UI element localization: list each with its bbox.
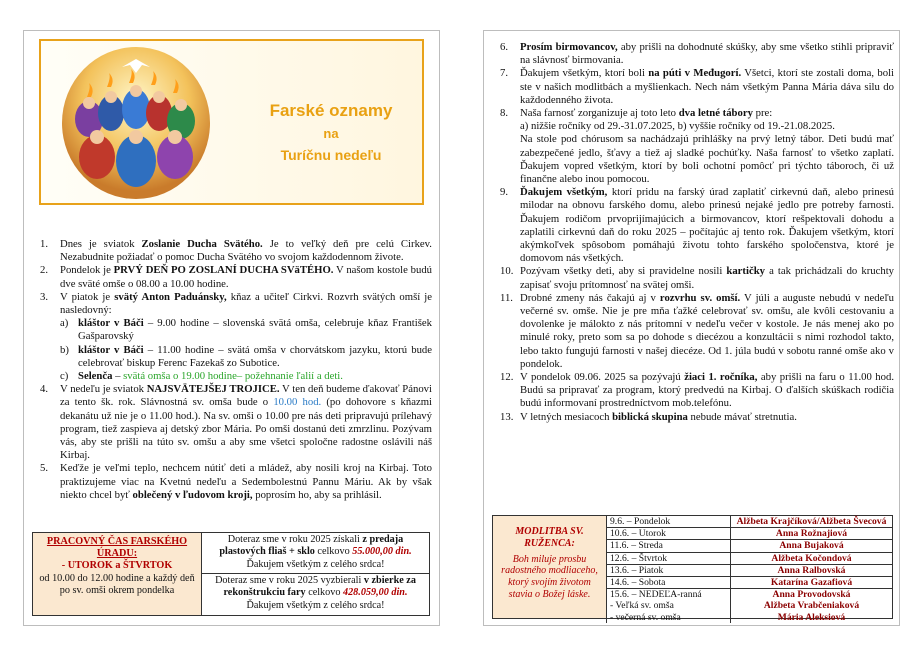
item-number: 3. [40,290,49,303]
pentecost-illustration [47,45,225,201]
rosary-name: Katarína Gazafiová [770,577,853,589]
rosary-row [606,577,892,589]
item-text: V letných mesiacoch biblická skupina nebude mávať stretnutia. [520,410,797,423]
item-text: Drobné zmeny nás čakajú aj v rozvrhu sv. omší. V júli a auguste nebudú v nedeľu večerné sv. omše. Nie je pre mňa ťažké celebrovať sv. omšu, ale kvôli cestovaniu a dovolenke je málokto z nás prítomní v nedeľu večer v kostole. Je nás menej ako po minulé roky, preto som sa po dohode s diecézou a konzultácii s nimi rozhodol takto, lebo takto fungujú farnosti v našej diecéze. Od 1. júla budú v sobotu ranné omše ako v pondelok. [520,291,895,370]
item-number: 12. [500,371,514,384]
rosary-name: Alžbeta Kočondová [771,552,852,564]
item-text: V nedeľu je sviatok NAJSVÄTEJŠEJ TROJICE. V ten deň budeme ďakovať Pánovi za tento šk. rok. Slávnostná sv. omša bude o 10.00 hod. (po dohovore s kňazmi dekanátu už nie je o 11.00 hod.). Na sv. omši o 10.00 pre nás deti pripravujú prílehavý program, tiež zaspieva aj detský zbor Mária. Po omši dostanú deti zmrzlinu. Pozývam vás, aby ste prišli na túto sv. omšu a aby sme všetci spoločne radostne oslávili náš Kirbaj. [60,383,433,462]
sub-item-letter: a) [60,317,69,330]
rosary-row [606,516,892,528]
office-hours-days: - UTOROK a ŠTVRTOK [61,560,173,572]
item-text: Pondelok je PRVÝ DEŇ PO ZOSLANÍ DUCHA SVäTÉHO. V našom kostole budú dve sväté omše o 08.00 a 10.00 hodine. [60,264,433,290]
rosary-row [606,528,892,540]
announcement-item [34,383,432,462]
item-text: Naša farnosť zorganizuje aj toto leto dva letné tábory pre: a) nižšie ročníky od 29.-31.07.2025, b) vyššie ročníky od 19.-21.08.2025. Na stole pod chórusom sa nachádzajú prihlášky na prvý letný tábor. Deti budú mať zabezpečené jedlo, šťavy a tiež aj sladké pochúťky. Naša farnosť to všetko zaplatí. Ďakujem vopred všetkým, ktorí by boli ochotní pomôcť pri týchto táboroch, či už finančne alebo inou pomocou. [520,107,894,186]
rosary-day: 9.6. – Pondelok [607,516,731,527]
left-page [23,30,440,626]
item-number: 5. [40,462,49,475]
rosary-day: 15.6. – NEDEĽA-ranná - Veľká sv. omša - večerná sv. omša [607,589,731,623]
announcement-item [34,462,432,502]
item-text: V piatok je svätý Anton Paduánsky, kňaz a učiteľ Cirkvi. Rozvrh svätých omší je nasledovný: [60,290,433,317]
announcement-item [34,264,432,290]
sub-item-text: kláštor v Báči – 11.00 hodine – svätá omša v chorvátskom jazyku, ktorú bude celebrovať biskup Ferenc Fazekaš zo Subotice. [78,343,432,369]
item-number: 2. [40,264,49,277]
rosary-name: Anna Ralbovská [777,564,846,576]
item-text: Dnes je sviatok Zoslanie Ducha Svätého. Je to veľký deň pre celú Cirkev. Nezabudnite požiadať o pomoc Ducha Svätého vo svojom každodennom živote. [60,238,432,264]
announcement-list-left [34,238,432,502]
rosary-header [493,516,606,618]
item-number: 8. [500,107,509,120]
announcement-item [494,292,894,371]
announcement-item [34,238,432,264]
item-number: 7. [500,67,509,80]
announcement-item [494,265,894,291]
schedule-sub-item [60,344,432,370]
item-text: Prosím birmovancov, aby prišli na dohodnuté skúšky, aby sme všetko stihli pripraviť na slávnosť birmovania. [520,41,894,67]
rosary-name: Anna Rožnajiová [775,528,848,540]
rosary-schedule [492,515,893,623]
rosary-day: 11.6. – Streda [607,540,731,551]
schedule-sub-item [60,317,432,343]
rosary-row [606,589,892,623]
info-box [32,532,430,616]
banner-title [246,101,416,164]
rosary-name: Alžbeta Krajčíková/Alžbeta Švecová [736,516,887,527]
rosary-day: 10.6. – Utorok [607,528,731,539]
announcement-item [494,107,894,186]
sub-item-letter: b) [60,343,69,356]
thanks-collection: Doteraz sme v roku 2025 vyzbierali v zbierke za rekonštrukciu fary celkovo 428.059,00 din. Ďakujem všetkým z celého srdca! [201,574,429,615]
item-text: V pondelok 09.06. 2025 sa pozývajú žiaci 1. ročníka, aby prišli na faru o 11.00 hod. Budú sa pripravať za program, ktorý predvedú na Kirbaj. O ďalších skúškach rodičia budú informovaní prostredníctvom mob.telefónu. [520,371,895,410]
item-text: Keďže je veľmi teplo, nechcem nútiť deti a mládež, aby nosili kroj na Kirbaj. Toto praktizujeme viac na Kvetnú nedeľu a Sedembolestnú Pannu Máriu. Ak by však niekto chcel byť oblečený v ľudovom kroji, poprosím ho, aby sa prihlásil. [60,462,432,501]
sub-item-text: kláštor v Báči – 9.00 hodine – slovenská svätá omša, celebruje kňaz František Gašparovský [78,317,432,343]
banner-title-na: na [323,125,339,141]
banner [39,39,424,205]
announcement-list-right [494,41,894,424]
rosary-rows [606,516,892,623]
item-number: 9. [500,186,509,199]
announcement-item [494,67,894,107]
rosary-row [606,540,892,552]
item-number: 13. [500,410,514,423]
rosary-row [606,565,892,577]
item-number: 10. [500,265,514,278]
item-number: 1. [40,238,49,250]
banner-title-sub: Turíčnu nedeľu [280,147,382,164]
announcement-item [494,186,894,265]
office-hours-text: od 10.00 do 12.00 hodine a každý deň po sv. omši okrem pondelka [39,572,195,596]
item-text: Ďakujem všetkým, ktorí boli na púti v Međugorí. Všetci, ktorí ste zostali doma, boli ste v našich modlitbách a myšlienkach. Nech nám všetkým Panna Mária dáva silu do každodenného života. [520,67,895,106]
sub-item-text: Selenča – svätá omša o 19.00 hodine– požehnanie ľalií a deti. [78,370,343,383]
announcement-item [34,291,432,383]
rosary-name: Anna Provodovská Alžbeta Vrabčeniaková Mária Aleksiová [763,589,860,623]
announcement-item [494,411,894,424]
rosary-quote: Boh miluje prosbu radostného modliaceho, ktorý svojím životom stavia o Božej láske. [501,553,598,600]
announcement-item [494,41,894,67]
rosary-day: 13.6. – Piatok [607,565,731,576]
schedule-sub-item [60,370,432,383]
rosary-day: 12.6. – Štvrtok [607,553,731,564]
item-number: 6. [500,41,509,53]
sub-item-letter: c) [60,370,69,383]
rosary-name: Anna Bujaková [779,540,844,552]
thanks-bottles: Doteraz sme v roku 2025 získali z predaja plastových fliaš + sklo celkovo 55.000,00 din. Ďakujem všetkým z celého srdca! [201,533,429,574]
office-hours-title: PRACOVNÝ ČAS FARSKÉHO ÚRADU: [46,536,188,560]
rosary-day: 14.6. – Sobota [607,577,731,588]
item-text: Pozývam všetky deti, aby si pravidelne nosili kartičky a tak prichádzali do kruchty zapisať svoju prítomnosť na svätej omši. [520,265,895,291]
announcement-item [494,371,894,411]
item-text: Ďakujem všetkým, ktorí pridu na farský úrad zaplatiť cirkevnú daň, alebo prinesú milodar na obnovu farského domu, alebo prinesú nejaké jedlo pre potreby farnosti. Ďakujem rodičom prvoprijímajúcich a birmovancov, ktorí rešpektovali dohodu a zaplatili cirkevnú daň do roku 2025 – počítajúc aj tento rok. Ďakujem všetkým, ktorí akýmkoľvek spôsobom pomáhajú životu tohto farského spoločenstva, ktoré je domovom nás všetkých. [520,186,894,265]
rosary-row [606,553,892,565]
item-number: 11. [500,291,513,304]
office-hours [33,533,201,615]
right-page [483,30,900,626]
rosary-title: MODLITBA SV. RUŽENCA: [515,526,584,549]
banner-title-main: Farské oznamy [269,101,393,120]
item-number: 4. [40,383,49,396]
